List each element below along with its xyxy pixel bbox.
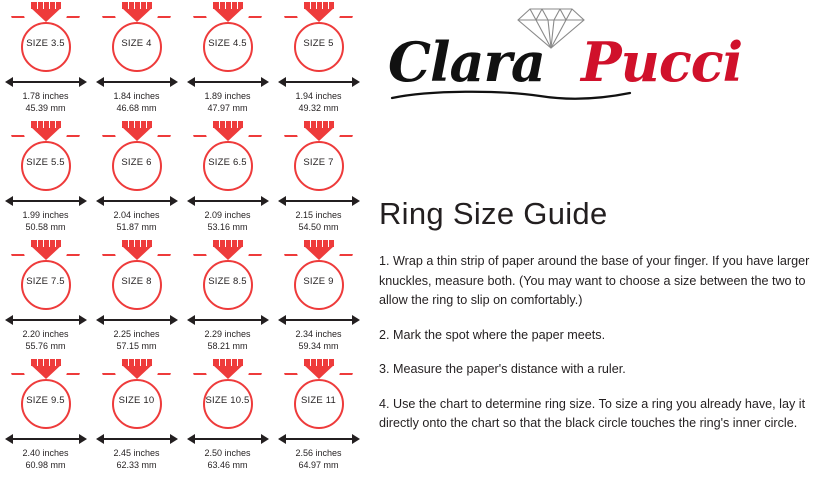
- arrow-head-left: [5, 315, 13, 325]
- arrow-line: [194, 81, 262, 83]
- arrow-line: [194, 200, 262, 202]
- ring-measure-inches: 2.50 inches: [204, 448, 251, 458]
- ring-size-label: SIZE 10.5: [205, 395, 250, 406]
- ring-illustration: [273, 238, 364, 312]
- arrow-head-right: [352, 196, 360, 206]
- gem-icon: [213, 2, 243, 22]
- arrow-head-right: [170, 315, 178, 325]
- arrow-line: [103, 319, 171, 321]
- arrow-head-left: [5, 77, 13, 87]
- gem-facet-line: [43, 121, 44, 128]
- ring-measure-mm: 62.33 mm: [116, 459, 157, 470]
- gem-facet-line: [134, 240, 135, 247]
- arrow-head-left: [5, 196, 13, 206]
- ring-size-label: SIZE 7.5: [26, 276, 65, 287]
- arrow-head-left: [278, 196, 286, 206]
- arrow-line: [12, 319, 80, 321]
- gem-pavilion: [122, 8, 152, 22]
- diameter-arrow: [5, 194, 87, 208]
- diameter-arrow: [96, 313, 178, 327]
- gem-pavilion: [213, 127, 243, 141]
- ring-size-cell: [273, 119, 364, 238]
- ring-measurements: [182, 210, 273, 233]
- gem-facet-line: [316, 240, 317, 247]
- gem-icon: [304, 121, 334, 141]
- ring-measure-mm: 49.32 mm: [298, 102, 339, 113]
- gem-pavilion: [213, 246, 243, 260]
- gem-facet-line: [225, 121, 226, 128]
- gem-pavilion: [213, 8, 243, 22]
- gem-facet-line: [49, 2, 50, 9]
- arrow-head-right: [79, 196, 87, 206]
- gem-facet-line: [43, 240, 44, 247]
- ring-measure-mm: 46.68 mm: [116, 102, 157, 113]
- ring-illustration: [91, 357, 182, 431]
- gem-facet-line: [328, 2, 329, 9]
- arrow-head-left: [96, 434, 104, 444]
- diameter-arrow: [5, 75, 87, 89]
- ring-size-cell: [273, 357, 364, 476]
- arrow-head-right: [261, 315, 269, 325]
- arrow-line: [103, 200, 171, 202]
- gem-icon: [304, 359, 334, 379]
- gem-facet-line: [37, 121, 38, 128]
- gem-icon: [122, 2, 152, 22]
- gem-facet-line: [310, 121, 311, 128]
- diameter-arrow: [278, 75, 360, 89]
- arrow-head-right: [79, 434, 87, 444]
- ring-measure-mm: 60.98 mm: [25, 459, 66, 470]
- diameter-arrow: [187, 432, 269, 446]
- gem-facet-line: [310, 240, 311, 247]
- ring-size-label: SIZE 8.5: [208, 276, 247, 287]
- arrow-head-right: [261, 77, 269, 87]
- ring-size-cell: [182, 357, 273, 476]
- ring-size-label: SIZE 7: [303, 157, 334, 168]
- ring-illustration: [91, 238, 182, 312]
- ring-measure-inches: 2.56 inches: [295, 448, 342, 458]
- gem-facet-line: [37, 359, 38, 366]
- ring-size-cell: [273, 0, 364, 119]
- ring-measurements: [0, 329, 91, 352]
- arrow-line: [194, 438, 262, 440]
- diameter-arrow: [187, 75, 269, 89]
- ring-size-cell: [91, 357, 182, 476]
- ring-illustration: [273, 119, 364, 193]
- gem-facet-line: [231, 2, 232, 9]
- gem-facet-line: [134, 2, 135, 9]
- ring-measure-mm: 59.34 mm: [298, 340, 339, 351]
- ring-measure-inches: 2.40 inches: [22, 448, 69, 458]
- gem-pavilion: [213, 365, 243, 379]
- gem-facet-line: [316, 121, 317, 128]
- ring-size-label: SIZE 3.5: [26, 38, 65, 49]
- ring-illustration: [182, 119, 273, 193]
- gem-facet-line: [225, 359, 226, 366]
- ring-measure-inches: 2.20 inches: [22, 329, 69, 339]
- ring-size-label: SIZE 8: [121, 276, 152, 287]
- gem-pavilion: [304, 127, 334, 141]
- ring-size-label: SIZE 4.5: [208, 38, 247, 49]
- ring-illustration: [182, 0, 273, 74]
- ring-measurements: [182, 448, 273, 471]
- arrow-head-right: [261, 196, 269, 206]
- gem-facet-line: [55, 121, 56, 128]
- ring-illustration: [273, 357, 364, 431]
- ring-illustration: [0, 0, 91, 74]
- gem-facet-line: [316, 2, 317, 9]
- gem-facet-line: [128, 240, 129, 247]
- gem-facet-line: [310, 359, 311, 366]
- gem-facet-line: [146, 2, 147, 9]
- arrow-head-right: [79, 77, 87, 87]
- gem-facet-line: [128, 121, 129, 128]
- gem-facet-line: [231, 240, 232, 247]
- ring-size-cell: [91, 0, 182, 119]
- ring-measure-inches: 1.78 inches: [22, 91, 69, 101]
- ring-measurements: [273, 91, 364, 114]
- page-title: Ring Size Guide: [379, 196, 608, 231]
- ring-measure-inches: 2.09 inches: [204, 210, 251, 220]
- gem-facet-line: [237, 2, 238, 9]
- gem-icon: [304, 240, 334, 260]
- gem-pavilion: [122, 127, 152, 141]
- arrow-head-right: [352, 434, 360, 444]
- gem-facet-line: [37, 240, 38, 247]
- gem-facet-line: [37, 2, 38, 9]
- ring-measure-inches: 2.15 inches: [295, 210, 342, 220]
- gem-facet-line: [316, 359, 317, 366]
- ring-measurements: [182, 329, 273, 352]
- gem-facet-line: [146, 121, 147, 128]
- ring-measure-inches: 1.99 inches: [22, 210, 69, 220]
- gem-pavilion: [31, 246, 61, 260]
- gem-facet-line: [49, 240, 50, 247]
- gem-facet-line: [225, 2, 226, 9]
- gem-icon: [31, 240, 61, 260]
- ring-size-cell: [182, 0, 273, 119]
- gem-facet-line: [140, 240, 141, 247]
- ring-measure-inches: 1.84 inches: [113, 91, 160, 101]
- gem-icon: [213, 359, 243, 379]
- gem-pavilion: [31, 8, 61, 22]
- ring-measurements: [0, 91, 91, 114]
- gem-facet-line: [140, 359, 141, 366]
- ring-illustration: [91, 0, 182, 74]
- ring-illustration: [182, 357, 273, 431]
- ring-measure-inches: 2.29 inches: [204, 329, 251, 339]
- arrow-head-left: [96, 315, 104, 325]
- ring-size-cell: [182, 238, 273, 357]
- ring-measurements: [91, 91, 182, 114]
- ring-size-cell: [91, 238, 182, 357]
- ring-size-cell: [182, 119, 273, 238]
- arrow-line: [194, 319, 262, 321]
- gem-pavilion: [122, 246, 152, 260]
- diameter-arrow: [187, 194, 269, 208]
- arrow-head-left: [187, 196, 195, 206]
- gem-facet-line: [134, 359, 135, 366]
- ring-size-grid: [0, 0, 364, 476]
- arrow-head-right: [352, 315, 360, 325]
- gem-facet-line: [55, 240, 56, 247]
- ring-size-cell: [0, 357, 91, 476]
- ring-illustration: [0, 357, 91, 431]
- diameter-arrow: [187, 313, 269, 327]
- ring-size-label: SIZE 9.5: [26, 395, 65, 406]
- arrow-head-right: [352, 77, 360, 87]
- gem-pavilion: [304, 246, 334, 260]
- instruction-step: 3. Measure the paper's distance with a ruler.: [379, 362, 626, 376]
- ring-measure-mm: 47.97 mm: [207, 102, 248, 113]
- ring-size-label: SIZE 5: [303, 38, 334, 49]
- arrow-line: [12, 200, 80, 202]
- ring-measurements: [0, 210, 91, 233]
- arrow-line: [103, 81, 171, 83]
- diameter-arrow: [278, 313, 360, 327]
- brand-name-first: Clara: [388, 30, 545, 94]
- gem-facet-line: [322, 2, 323, 9]
- arrow-line: [12, 81, 80, 83]
- ring-measure-inches: 1.94 inches: [295, 91, 342, 101]
- ring-measure-inches: 2.25 inches: [113, 329, 160, 339]
- gem-facet-line: [219, 2, 220, 9]
- ring-illustration: [0, 119, 91, 193]
- instructions-list: [379, 252, 831, 449]
- ring-measure-mm: 55.76 mm: [25, 340, 66, 351]
- gem-facet-line: [43, 359, 44, 366]
- gem-icon: [304, 2, 334, 22]
- gem-icon: [31, 121, 61, 141]
- gem-facet-line: [55, 2, 56, 9]
- ring-measure-mm: 45.39 mm: [25, 102, 66, 113]
- gem-pavilion: [122, 365, 152, 379]
- gem-facet-line: [328, 359, 329, 366]
- gem-facet-line: [219, 359, 220, 366]
- ring-measurements: [0, 448, 91, 471]
- gem-facet-line: [225, 240, 226, 247]
- ring-size-label: SIZE 9: [303, 276, 334, 287]
- gem-icon: [122, 240, 152, 260]
- ring-size-cell: [273, 238, 364, 357]
- arrow-head-left: [278, 77, 286, 87]
- ring-size-label: SIZE 5.5: [26, 157, 65, 168]
- diameter-arrow: [5, 432, 87, 446]
- ring-illustration: [182, 238, 273, 312]
- gem-facet-line: [49, 121, 50, 128]
- arrow-head-right: [170, 77, 178, 87]
- guide-panel: [368, 0, 839, 501]
- logo-swash: [390, 88, 640, 104]
- ring-measure-mm: 57.15 mm: [116, 340, 157, 351]
- gem-pavilion: [304, 365, 334, 379]
- arrow-head-left: [5, 434, 13, 444]
- ring-size-cell: [0, 119, 91, 238]
- ring-measure-mm: 63.46 mm: [207, 459, 248, 470]
- ring-measure-mm: 50.58 mm: [25, 221, 66, 232]
- gem-icon: [213, 240, 243, 260]
- ring-measurements: [273, 210, 364, 233]
- arrow-line: [12, 438, 80, 440]
- gem-facet-line: [128, 2, 129, 9]
- arrow-head-left: [278, 434, 286, 444]
- diameter-arrow: [5, 313, 87, 327]
- gem-facet-line: [49, 359, 50, 366]
- gem-icon: [31, 2, 61, 22]
- gem-facet-line: [219, 240, 220, 247]
- ring-size-label: SIZE 6.5: [208, 157, 247, 168]
- ring-size-label: SIZE 6: [121, 157, 152, 168]
- gem-facet-line: [146, 240, 147, 247]
- ring-measurements: [91, 448, 182, 471]
- arrow-head-left: [187, 77, 195, 87]
- gem-icon: [122, 121, 152, 141]
- ring-measure-mm: 58.21 mm: [207, 340, 248, 351]
- arrow-head-right: [170, 196, 178, 206]
- arrow-head-right: [79, 315, 87, 325]
- gem-pavilion: [31, 127, 61, 141]
- ring-illustration: [91, 119, 182, 193]
- ring-size-cell: [0, 0, 91, 119]
- gem-pavilion: [304, 8, 334, 22]
- gem-facet-line: [237, 359, 238, 366]
- gem-facet-line: [219, 121, 220, 128]
- ring-measure-inches: 2.45 inches: [113, 448, 160, 458]
- diameter-arrow: [96, 75, 178, 89]
- arrow-head-left: [187, 434, 195, 444]
- gem-icon: [213, 121, 243, 141]
- ring-measure-inches: 2.04 inches: [113, 210, 160, 220]
- arrow-head-left: [96, 77, 104, 87]
- ring-size-label: SIZE 10: [118, 395, 155, 406]
- gem-facet-line: [322, 121, 323, 128]
- ring-measurements: [182, 91, 273, 114]
- arrow-line: [285, 438, 353, 440]
- gem-facet-line: [43, 2, 44, 9]
- gem-icon: [122, 359, 152, 379]
- gem-facet-line: [322, 359, 323, 366]
- ring-measure-mm: 54.50 mm: [298, 221, 339, 232]
- ring-measure-mm: 53.16 mm: [207, 221, 248, 232]
- ring-illustration: [273, 0, 364, 74]
- brand-name-second: Pucci: [581, 30, 743, 94]
- gem-facet-line: [231, 359, 232, 366]
- arrow-line: [103, 438, 171, 440]
- gem-facet-line: [140, 2, 141, 9]
- gem-facet-line: [55, 359, 56, 366]
- arrow-head-right: [170, 434, 178, 444]
- ring-size-chart: [0, 0, 364, 501]
- diameter-arrow: [96, 194, 178, 208]
- diameter-arrow: [278, 194, 360, 208]
- diameter-arrow: [96, 432, 178, 446]
- arrow-line: [285, 319, 353, 321]
- instruction-step: 2. Mark the spot where the paper meets.: [379, 327, 606, 342]
- ring-illustration: [0, 238, 91, 312]
- ring-measurements: [273, 329, 364, 352]
- gem-facet-line: [322, 240, 323, 247]
- ring-measure-inches: 2.34 inches: [295, 329, 342, 339]
- instruction-step: 4. Use the chart to determine ring size. To size a ring you already have, lay it directly onto the chart so that the black circle touches the ring's inner circle.: [379, 396, 806, 430]
- gem-facet-line: [328, 121, 329, 128]
- gem-facet-line: [134, 121, 135, 128]
- arrow-line: [285, 200, 353, 202]
- ring-measurements: [91, 329, 182, 352]
- arrow-head-left: [187, 315, 195, 325]
- arrow-head-left: [96, 196, 104, 206]
- gem-facet-line: [128, 359, 129, 366]
- ring-measurements: [91, 210, 182, 233]
- ring-measure-inches: 1.89 inches: [204, 91, 251, 101]
- gem-facet-line: [310, 2, 311, 9]
- ring-size-label: SIZE 11: [300, 395, 337, 406]
- ring-measure-mm: 64.97 mm: [298, 459, 339, 470]
- ring-measure-mm: 51.87 mm: [116, 221, 157, 232]
- ring-size-cell: [0, 238, 91, 357]
- gem-pavilion: [31, 365, 61, 379]
- brand-logo: [376, 4, 776, 104]
- gem-facet-line: [237, 121, 238, 128]
- arrow-head-left: [278, 315, 286, 325]
- ring-size-label: SIZE 4: [121, 38, 152, 49]
- arrow-line: [285, 81, 353, 83]
- gem-facet-line: [328, 240, 329, 247]
- arrow-head-right: [261, 434, 269, 444]
- gem-facet-line: [237, 240, 238, 247]
- gem-facet-line: [231, 121, 232, 128]
- gem-facet-line: [140, 121, 141, 128]
- ring-measurements: [273, 448, 364, 471]
- gem-facet-line: [146, 359, 147, 366]
- diameter-arrow: [278, 432, 360, 446]
- instruction-step: 1. Wrap a thin strip of paper around the base of your finger. If you have larger knuckles, measure both. (You may want to choose a size between the two to allow the ring to slip on comfortably.): [379, 254, 810, 307]
- gem-icon: [31, 359, 61, 379]
- ring-size-cell: [91, 119, 182, 238]
